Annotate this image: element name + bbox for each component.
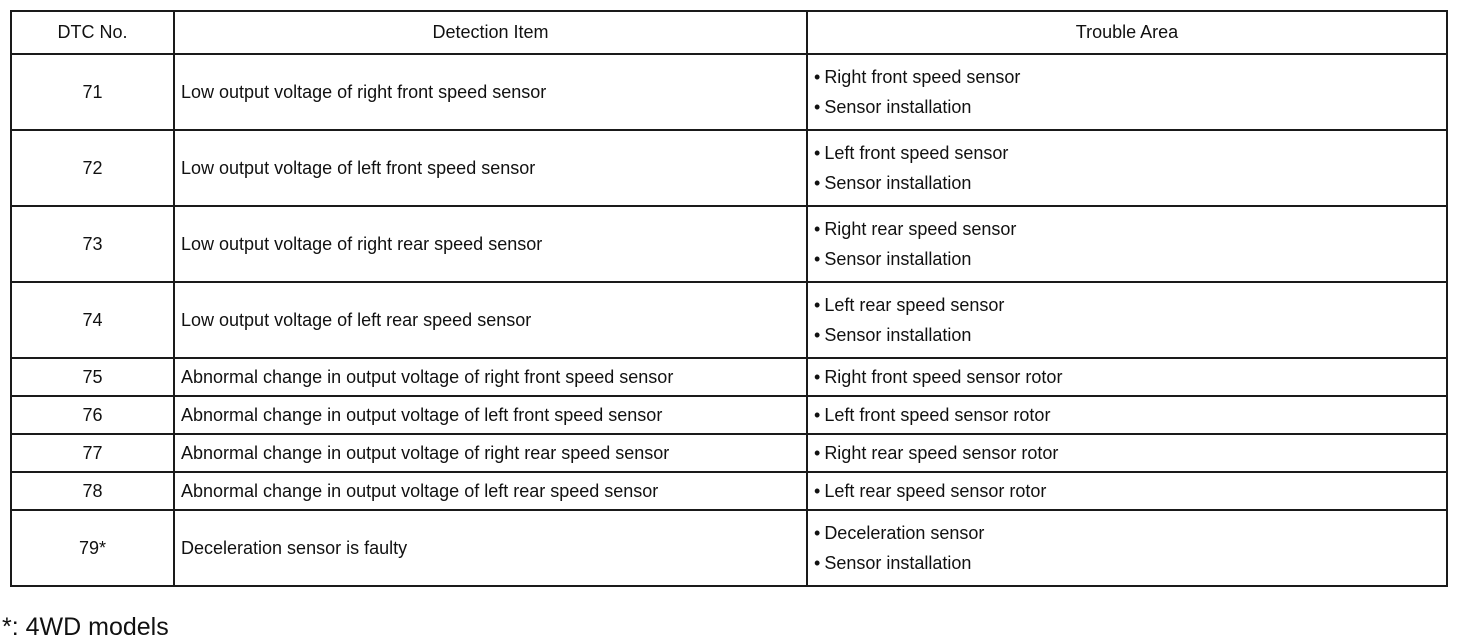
table-row — [11, 472, 1447, 510]
dtc-number-cell: 79* — [11, 510, 174, 586]
trouble-area-text: Left rear speed sensor rotor — [824, 481, 1047, 501]
bullet-icon: • — [814, 97, 821, 117]
bullet-icon: • — [814, 405, 821, 425]
detection-item-cell: Low output voltage of left rear speed sensor — [174, 282, 807, 358]
header-detection-item: Detection Item — [174, 11, 807, 54]
detection-item-cell: Low output voltage of right front speed sensor — [174, 54, 807, 130]
bullet-icon: • — [814, 443, 821, 463]
bullet-icon: • — [814, 325, 821, 345]
table-row — [11, 396, 1447, 434]
trouble-area-cell — [807, 472, 1447, 510]
dtc-number-cell: 78 — [11, 472, 174, 510]
trouble-area-item — [814, 548, 1446, 578]
trouble-area-cell — [807, 130, 1447, 206]
bullet-icon: • — [814, 219, 821, 239]
header-trouble-area: Trouble Area — [807, 11, 1447, 54]
trouble-area-item — [814, 290, 1446, 320]
trouble-area-text: Sensor installation — [824, 97, 972, 117]
bullet-icon: • — [814, 523, 821, 543]
trouble-area-text: Deceleration sensor — [824, 523, 985, 543]
detection-item-cell: Abnormal change in output voltage of right front speed sensor — [174, 358, 807, 396]
bullet-icon: • — [814, 67, 821, 87]
detection-item-cell: Low output voltage of right rear speed sensor — [174, 206, 807, 282]
dtc-number-cell: 71 — [11, 54, 174, 130]
bullet-icon: • — [814, 553, 821, 573]
detection-item-cell: Deceleration sensor is faulty — [174, 510, 807, 586]
footnote: *: 4WD models — [2, 613, 169, 641]
trouble-area-text: Sensor installation — [824, 173, 972, 193]
dtc-table-container — [10, 10, 1446, 587]
trouble-area-text: Left front speed sensor rotor — [824, 405, 1051, 425]
dtc-number-cell: 73 — [11, 206, 174, 282]
trouble-area-cell — [807, 358, 1447, 396]
table-row — [11, 434, 1447, 472]
trouble-area-item — [814, 92, 1446, 122]
bullet-icon: • — [814, 173, 821, 193]
table-row — [11, 54, 1447, 130]
table-row — [11, 282, 1447, 358]
trouble-area-cell — [807, 510, 1447, 586]
trouble-area-cell — [807, 396, 1447, 434]
trouble-area-item — [814, 168, 1446, 198]
trouble-area-item — [814, 214, 1446, 244]
dtc-table — [10, 10, 1448, 587]
table-row — [11, 206, 1447, 282]
dtc-number-cell: 77 — [11, 434, 174, 472]
dtc-number-cell: 76 — [11, 396, 174, 434]
detection-item-cell: Abnormal change in output voltage of right rear speed sensor — [174, 434, 807, 472]
trouble-area-item — [814, 320, 1446, 350]
bullet-icon: • — [814, 295, 821, 315]
trouble-area-item — [814, 62, 1446, 92]
detection-item-cell: Abnormal change in output voltage of left front speed sensor — [174, 396, 807, 434]
dtc-number-cell: 74 — [11, 282, 174, 358]
trouble-area-cell — [807, 54, 1447, 130]
trouble-area-text: Left front speed sensor — [824, 143, 1009, 163]
dtc-number-cell: 75 — [11, 358, 174, 396]
bullet-icon: • — [814, 249, 821, 269]
trouble-area-item — [814, 244, 1446, 274]
dtc-number-cell: 72 — [11, 130, 174, 206]
trouble-area-text: Right rear speed sensor rotor — [824, 443, 1059, 463]
table-row — [11, 358, 1447, 396]
trouble-area-item — [814, 400, 1446, 430]
table-body — [11, 54, 1447, 586]
trouble-area-item — [814, 138, 1446, 168]
trouble-area-item — [814, 518, 1446, 548]
table-row — [11, 510, 1447, 586]
trouble-area-text: Sensor installation — [824, 553, 972, 573]
detection-item-cell: Low output voltage of left front speed sensor — [174, 130, 807, 206]
trouble-area-cell — [807, 206, 1447, 282]
table-row — [11, 130, 1447, 206]
trouble-area-text: Sensor installation — [824, 249, 972, 269]
trouble-area-text: Right front speed sensor rotor — [824, 367, 1063, 387]
trouble-area-cell — [807, 282, 1447, 358]
bullet-icon: • — [814, 367, 821, 387]
detection-item-cell: Abnormal change in output voltage of left rear speed sensor — [174, 472, 807, 510]
trouble-area-text: Left rear speed sensor — [824, 295, 1005, 315]
trouble-area-item — [814, 438, 1446, 468]
trouble-area-text: Right rear speed sensor — [824, 219, 1017, 239]
trouble-area-item — [814, 476, 1446, 506]
header-dtc-no: DTC No. — [11, 11, 174, 54]
trouble-area-text: Right front speed sensor — [824, 67, 1021, 87]
bullet-icon: • — [814, 143, 821, 163]
trouble-area-item — [814, 362, 1446, 392]
trouble-area-text: Sensor installation — [824, 325, 972, 345]
bullet-icon: • — [814, 481, 821, 501]
table-header-row — [11, 11, 1447, 54]
trouble-area-cell — [807, 434, 1447, 472]
